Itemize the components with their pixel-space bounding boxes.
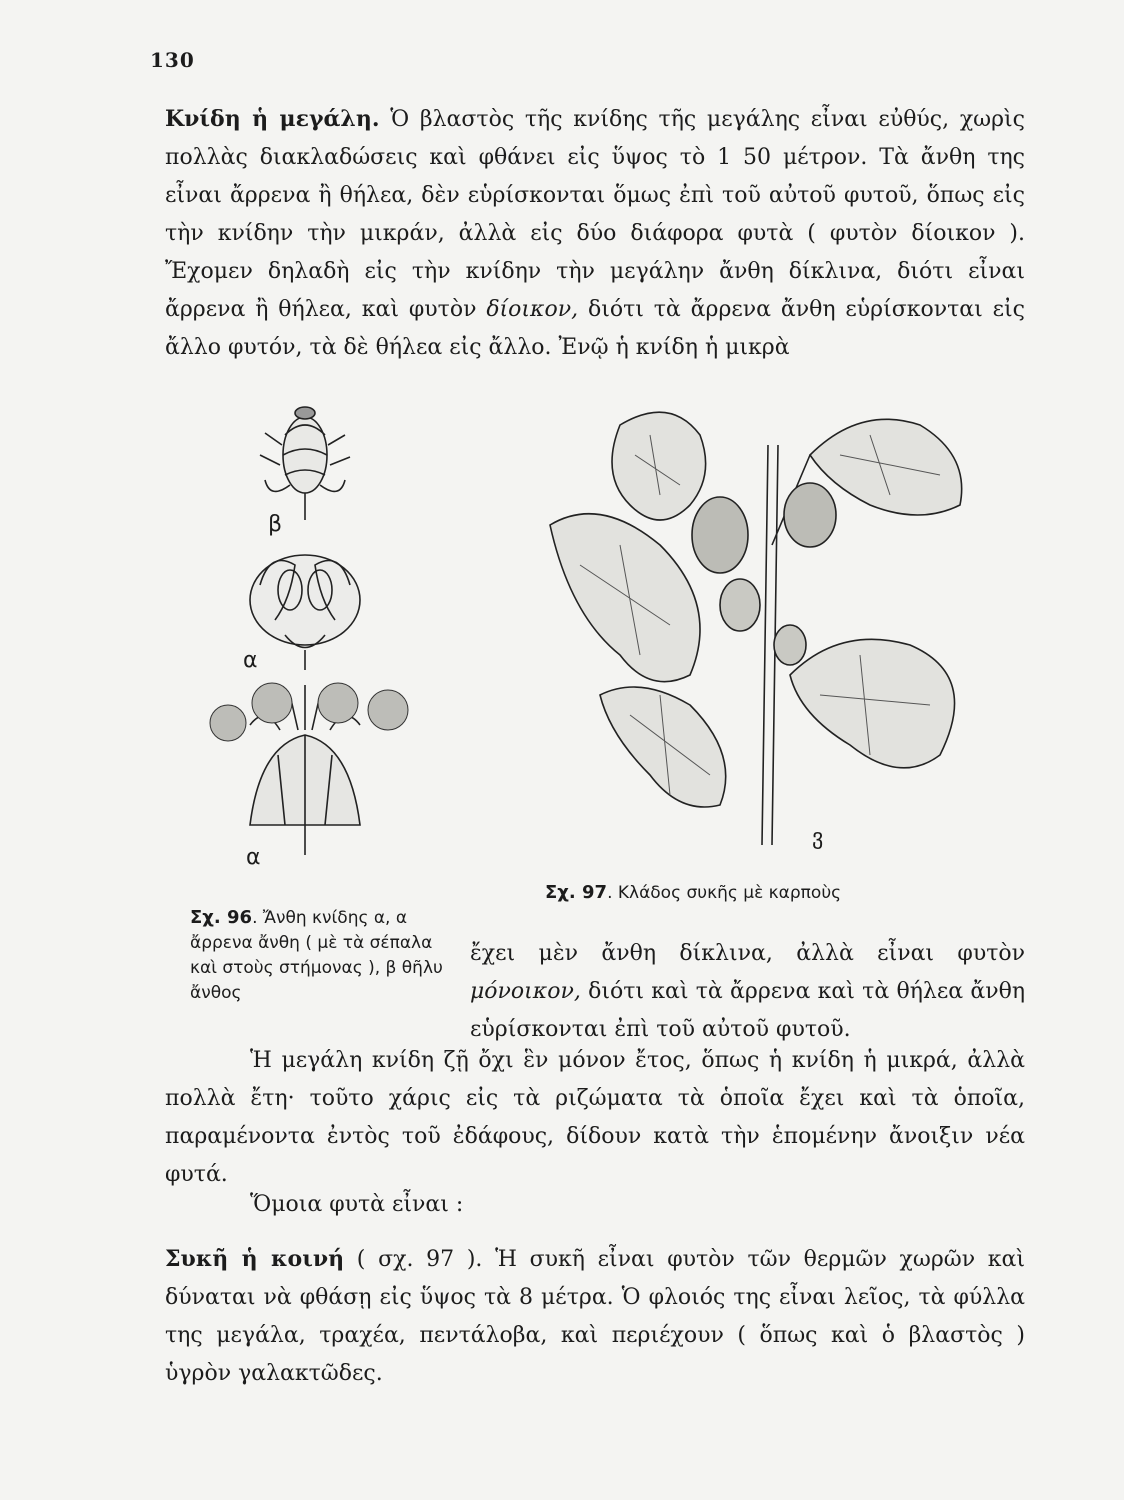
para1-text-b: διότι τὰ ἄρρενα ἄνθη εὑρίσκονται εἰς ἄλλο φυτόν, τὰ δὲ θήλεα εἰς ἄλλο. Ἐνῷ ἡ κνίδη ἡ μικρὰ xyxy=(165,297,1025,360)
figure-97-caption xyxy=(545,880,965,906)
fig96-letter-alpha-bottom: α xyxy=(246,845,261,870)
fig96-caption-label: Σχ. 96 xyxy=(190,907,253,928)
fig97-caption-label: Σχ. 97 xyxy=(545,882,608,903)
figure-96-caption xyxy=(190,905,445,1006)
para2-text-b: διότι καὶ τὰ ἄρρενα καὶ τὰ θήλεα ἄνθη εὑρίσκονται ἐπὶ τοῦ αὐτοῦ φυτοῦ. xyxy=(470,979,1025,1042)
heading-syki-koini: Συκῆ ἡ κοινή xyxy=(165,1246,345,1272)
para2-italic-term: μόνοικον, xyxy=(470,979,581,1004)
paragraph-perennial xyxy=(165,1042,1025,1194)
paragraph-ficus-carica xyxy=(165,1240,1025,1393)
fig97-letter-z: ვ xyxy=(812,825,824,850)
paragraph-urtica-dioica xyxy=(165,100,1025,367)
fig96-letter-alpha-top: α xyxy=(243,648,258,673)
heading-knidi-megali: Κνίδη ἡ μεγάλη. xyxy=(165,106,380,132)
fig97-caption-text: . Κλάδος συκῆς μὲ καρποὺς xyxy=(607,883,842,903)
para5-text: ( σχ. 97 ). Ἡ συκῆ εἶναι φυτὸν τῶν θερμῶν χωρῶν καὶ δύναται νὰ φθάσῃ εἰς ὕψος τὰ 8 μέτρα. Ὁ φλοιός της εἶναι λεῖος, τὰ φύλλα της μεγάλα, τραχέα, πεντάλοβα, καὶ περιέχουν ( ὅπως καὶ ὁ βλαστὸς ) ὑγρὸν γαλακτῶδες. xyxy=(165,1247,1026,1386)
para4-text: Ὅμοια φυτὰ εἶναι : xyxy=(250,1192,464,1217)
fig96-caption-text: . Ἄνθη κνίδης α, α ἄρρενα ἄνθη ( μὲ τὰ σέπαλα καὶ στοὺς στήμονας ), β θῆλυ ἄνθος xyxy=(190,908,443,1003)
fig96-letter-beta: β xyxy=(268,512,283,537)
paragraph-similar-plants xyxy=(165,1186,1025,1224)
para3-text: Ἡ μεγάλη κνίδη ζῇ ὄχι ἓν μόνον ἔτος, ὅπως ἡ κνίδη ἡ μικρά, ἀλλὰ πολλὰ ἔτη· τοῦτο χάρις εἰς τὰ ριζώματα τὰ ὁποῖα ἔχει καὶ τὰ ὁποῖα, παραμένοντα ἐντὸς τοῦ ἐδάφους, δίδουν κατὰ τὴν ἑπομένην ἄνοιξιν νέα φυτά. xyxy=(165,1048,1025,1187)
para2-text-a: ἔχει μὲν ἄνθη δίκλινα, ἀλλὰ εἶναι φυτὸν xyxy=(470,941,1025,966)
figure-97-fig-branch xyxy=(540,395,990,855)
para1-italic-term: δίοικον, xyxy=(486,297,579,322)
figure-96-nettle-flowers xyxy=(190,385,420,885)
paragraph-monoecious xyxy=(470,935,1025,1049)
page-number: 130 xyxy=(150,48,195,72)
para1-text-a: Ὁ βλαστὸς τῆς κνίδης τῆς μεγάλης εἶναι εὐθύς, χωρὶς πολλὰς διακλαδώσεις καὶ φθάνει εἰς ὕψος τὸ 1 50 μέτρον. Τὰ ἄνθη της εἶναι ἄρρενα ἢ θήλεα, δὲν εὑρίσκονται ὅμως ἐπὶ τοῦ αὐτοῦ φυτοῦ, ὅπως εἰς τὴν κνίδην τὴν μικράν, ἀλλὰ εἰς δύο διάφορα φυτὰ ( φυτὸν δίοικον ). Ἔχομεν δηλαδὴ εἰς τὴν κνίδην τὴν μεγάλην ἄνθη δίκλινα, διότι εἶναι ἄρρενα ἢ θήλεα, καὶ φυτὸν xyxy=(165,107,1026,322)
